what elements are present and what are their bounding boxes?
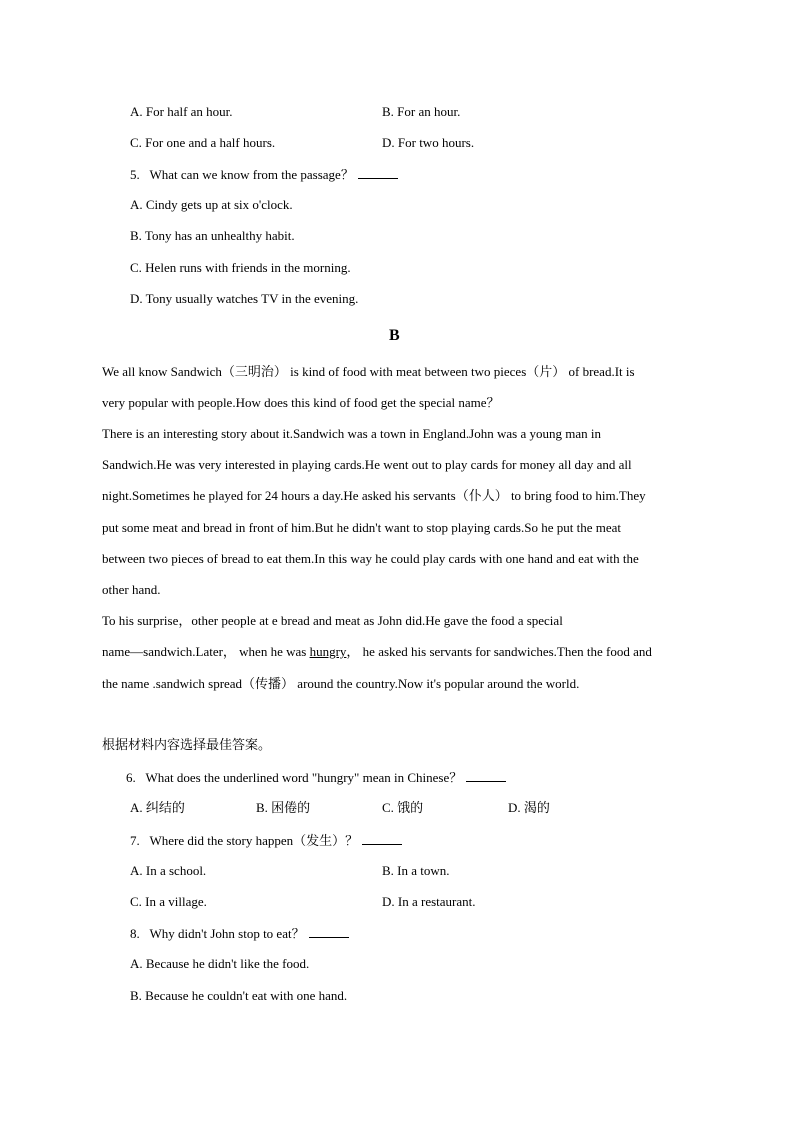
passage-line: put some meat and bread in front of him.But he didn't want to stop playing cards.So he put the meat [102,520,621,535]
q7-option-b: B. In a town. [382,863,450,878]
q6-stem [126,769,506,786]
passage-line: To his surprise，other people at e bread and meat as John did.He gave the food a special [102,613,563,628]
passage-line: There is an interesting story about it.Sandwich was a town in England.John was a young man in [102,426,601,441]
passage-line [102,644,652,660]
q5-option-c: C. Helen runs with friends in the morning. [130,260,351,275]
q6-answer-blank[interactable] [466,769,506,782]
q5-option-a: A. Cindy gets up at six o'clock. [130,197,293,212]
q7-option-a: A. In a school. [130,863,207,878]
q7-answer-blank[interactable] [362,832,402,845]
passage-text: name—sandwich.Later， when he was [102,644,310,659]
q5-option-d: D. Tony usually watches TV in the evening. [130,291,359,306]
q4-option-d: D. For two hours. [382,135,475,150]
q6-option-a: A. 纠结的 [130,800,185,815]
q4-option-a: A. For half an hour. [130,104,233,119]
passage-line: We all know Sandwich（三明治） is kind of food with meat between two pieces（片） of bread.It is [102,364,635,379]
passage-line: other hand. [102,582,161,597]
q4-option-b: B. For an hour. [382,104,461,119]
q5-stem-text: 5. What can we know from the passage？ [130,167,354,182]
q7-stem [130,832,402,849]
passage-line: the name .sandwich spread（传播） around the country.Now it's popular around the world. [102,676,580,691]
q6-option-c: C. 饿的 [382,800,424,815]
q8-stem-text: 8. Why didn't John stop to eat？ [130,926,305,941]
q6-option-b: B. 困倦的 [256,800,311,815]
passage-line: night.Sometimes he played for 24 hours a day.He asked his servants（仆人） to bring food to him.They [102,488,646,503]
q7-option-c: C. In a village. [130,894,207,909]
section-b-heading: B [389,327,400,344]
passage-line: Sandwich.He was very interested in playing cards.He went out to play cards for money all day and all [102,457,632,472]
q5-stem [130,166,398,183]
q5-answer-blank[interactable] [358,166,398,179]
q4-option-c: C. For one and a half hours. [130,135,276,150]
passage-line: very popular with people.How does this kind of food get the special name？ [102,395,500,410]
passage-line: between two pieces of bread to eat them.In this way he could play cards with one hand and eat with the [102,551,639,566]
q6-option-d: D. 渴的 [508,800,550,815]
q7-stem-text: 7. Where did the story happen（发生）？ [130,833,359,848]
q8-answer-blank[interactable] [309,925,349,938]
q8-option-a: A. Because he didn't like the food. [130,956,310,971]
q7-option-d: D. In a restaurant. [382,894,476,909]
passage-text: ， he asked his servants for sandwiches.Then the food and [346,644,652,659]
underlined-word-hungry: hungry [309,644,347,659]
instruction-text: 根据材料内容选择最佳答案。 [102,738,272,753]
q6-stem-text: 6. What does the underlined word "hungry" mean in Chinese？ [126,770,463,785]
q8-stem [130,925,349,942]
q5-option-b: B. Tony has an unhealthy habit. [130,228,295,243]
q8-option-b: B. Because he couldn't eat with one hand. [130,988,348,1003]
